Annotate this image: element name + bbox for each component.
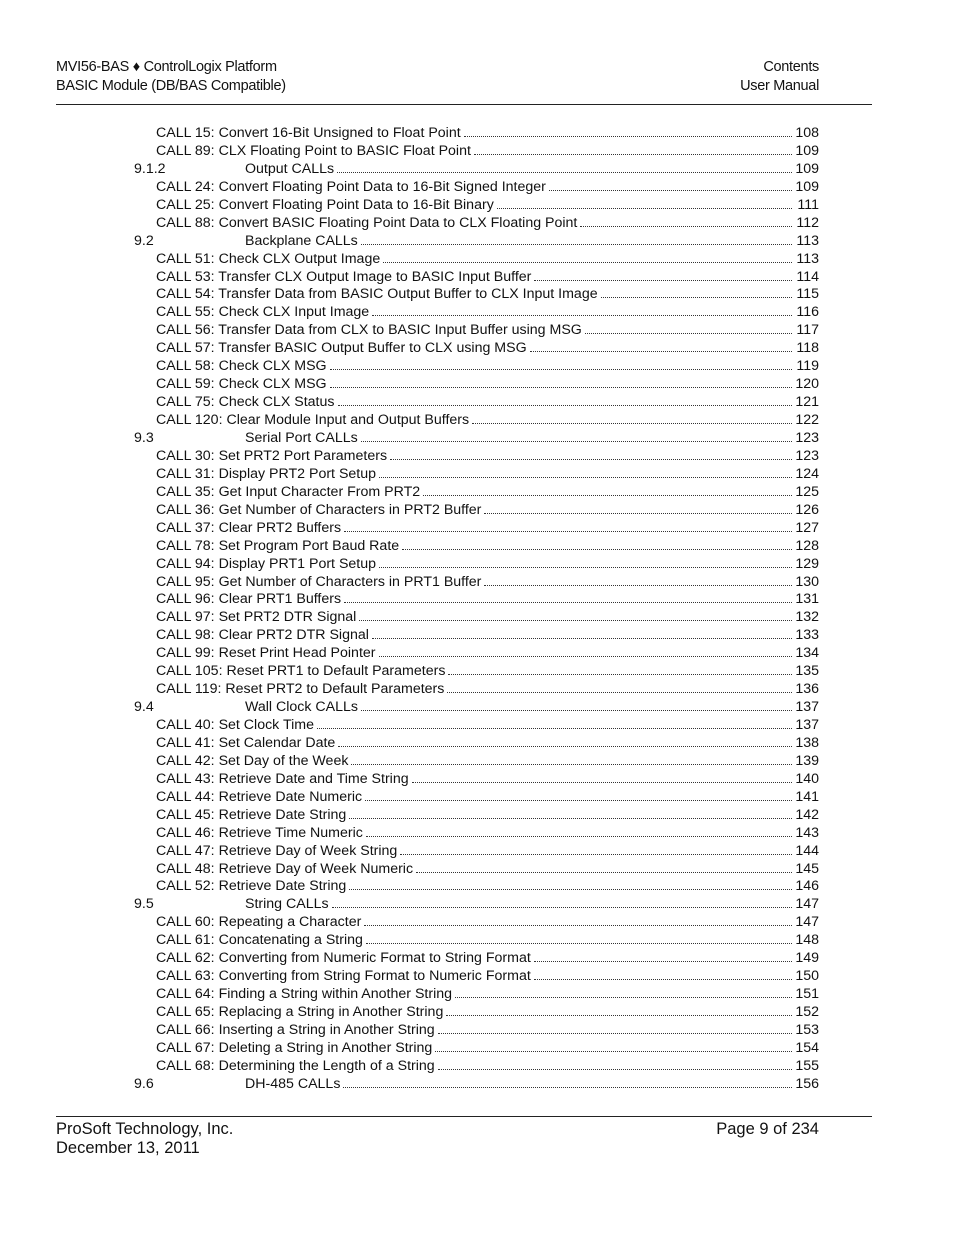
- toc-page-number: 125: [795, 483, 819, 500]
- toc-dot-leader: [438, 1057, 792, 1075]
- toc-entry[interactable]: [0, 250, 954, 268]
- toc-entry[interactable]: [0, 1003, 954, 1021]
- toc-entry-title: CALL 61: Concatenating a String: [156, 932, 363, 949]
- toc-page-number: 149: [795, 950, 819, 967]
- toc-dot-leader: [435, 1039, 792, 1057]
- toc-entry[interactable]: [0, 339, 954, 357]
- toc-dot-leader: [372, 303, 792, 321]
- toc-entry-title: String CALLs: [245, 896, 329, 913]
- toc-page-number: 148: [795, 932, 819, 949]
- toc-page-number: 112: [796, 214, 819, 231]
- toc-entry-title: CALL 36: Get Number of Characters in PRT2 Buffer: [156, 501, 482, 518]
- toc-entry-title: CALL 95: Get Number of Characters in PRT1 Buffer: [156, 573, 482, 590]
- toc-entry[interactable]: [0, 321, 954, 339]
- toc-entry-title: CALL 40: Set Clock Time: [156, 717, 314, 734]
- toc-dot-leader: [359, 608, 792, 626]
- toc-dot-leader: [484, 573, 792, 591]
- toc-entry-title: CALL 62: Converting from Numeric Format to String Format: [156, 950, 531, 967]
- product-subtitle: BASIC Module (DB/BAS Compatible): [56, 78, 286, 94]
- toc-dot-leader: [601, 285, 792, 303]
- toc-dot-leader: [337, 160, 792, 178]
- toc-page-number: 119: [796, 358, 819, 375]
- toc-entry-title: DH-485 CALLs: [245, 1075, 341, 1092]
- toc-entry-title: CALL 59: Check CLX MSG: [156, 376, 327, 393]
- toc-entry[interactable]: [0, 142, 954, 160]
- toc-entry[interactable]: [0, 124, 954, 142]
- toc-entry[interactable]: [0, 447, 954, 465]
- toc-page-number: 147: [795, 896, 819, 913]
- toc-dot-leader: [497, 196, 792, 214]
- toc-entry-title: CALL 120: Clear Module Input and Output Buffers: [156, 412, 470, 429]
- toc-page-number: 153: [795, 1022, 819, 1038]
- toc-dot-leader: [400, 842, 792, 860]
- toc-dot-leader: [416, 860, 792, 878]
- toc-page-number: 120: [795, 376, 819, 393]
- toc-entry-title: CALL 94: Display PRT1 Port Setup: [156, 555, 377, 572]
- toc-dot-leader: [472, 411, 792, 429]
- toc-entry[interactable]: [0, 895, 954, 913]
- toc-section-number: 9.2: [134, 232, 154, 249]
- toc-page-number: 135: [795, 663, 819, 680]
- toc-dot-leader: [361, 232, 792, 250]
- toc-entry[interactable]: [0, 555, 954, 573]
- toc-entry-title: CALL 44: Retrieve Date Numeric: [156, 788, 363, 805]
- toc-page-number: 155: [795, 1057, 819, 1074]
- toc-entry-title: Backplane CALLs: [245, 232, 358, 249]
- toc-entry-title: CALL 54: Transfer Data from BASIC Output Buffer to CLX Input Image: [156, 286, 598, 303]
- toc-dot-leader: [344, 519, 792, 537]
- toc-section-number: 9.3: [134, 429, 154, 446]
- toc-entry-title: CALL 47: Retrieve Day of Week String: [156, 842, 398, 859]
- toc-entry[interactable]: [0, 770, 954, 788]
- toc-entry-title: CALL 46: Retrieve Time Numeric: [156, 824, 363, 841]
- toc-entry-title: CALL 48: Retrieve Day of Week Numeric: [156, 860, 414, 877]
- toc-entry[interactable]: [0, 590, 954, 608]
- toc-entry-title: CALL 56: Transfer Data from CLX to BASIC Input Buffer using MSG: [156, 322, 582, 339]
- toc-entry-title: CALL 45: Retrieve Date String: [156, 806, 347, 823]
- toc-entry[interactable]: [0, 680, 954, 698]
- toc-dot-leader: [383, 250, 792, 268]
- toc-entry[interactable]: [0, 877, 954, 895]
- toc-entry-title: CALL 60: Repeating a Character: [156, 914, 362, 931]
- toc-page-number: 108: [795, 125, 819, 141]
- toc-entry-title: CALL 99: Reset Print Head Pointer: [156, 645, 376, 662]
- product-title: MVI56-BAS ♦ ControlLogix Platform: [56, 59, 277, 75]
- toc-entry-title: CALL 15: Convert 16-Bit Unsigned to Float Point: [156, 125, 461, 141]
- toc-page-number: 138: [795, 734, 819, 751]
- toc-entry[interactable]: [0, 662, 954, 680]
- toc-dot-leader: [361, 429, 792, 447]
- toc-page-number: 132: [795, 609, 819, 626]
- toc-dot-leader: [448, 662, 792, 680]
- toc-page-number: 111: [797, 196, 819, 213]
- toc-entry[interactable]: [0, 626, 954, 644]
- page-footer-left: [56, 1120, 233, 1158]
- toc-page-number: 115: [796, 286, 819, 303]
- toc-entry[interactable]: [0, 967, 954, 985]
- toc-page-number: 150: [795, 968, 819, 985]
- toc-entry-title: CALL 96: Clear PRT1 Buffers: [156, 591, 342, 608]
- toc-entry[interactable]: [0, 1039, 954, 1057]
- toc-dot-leader: [484, 501, 792, 519]
- toc-dot-leader: [534, 949, 792, 967]
- toc-dot-leader: [379, 555, 792, 573]
- toc-page-number: 146: [795, 878, 819, 895]
- toc-dot-leader: [455, 985, 792, 1003]
- toc-entry-title: CALL 25: Convert Floating Point Data to 16-Bit Binary: [156, 196, 494, 213]
- toc-page-number: 124: [795, 465, 819, 482]
- toc-entry-title: Output CALLs: [245, 160, 335, 177]
- toc-entry-title: CALL 43: Retrieve Date and Time String: [156, 770, 409, 787]
- toc-dot-leader: [366, 931, 792, 949]
- toc-page-number: 136: [795, 681, 819, 698]
- company-name: ProSoft Technology, Inc.: [56, 1120, 234, 1138]
- toc-dot-leader: [534, 268, 792, 286]
- toc-entry[interactable]: [0, 465, 954, 483]
- toc-entry[interactable]: [0, 537, 954, 555]
- toc-dot-leader: [379, 644, 792, 662]
- toc-dot-leader: [379, 465, 792, 483]
- toc-dot-leader: [364, 913, 792, 931]
- toc-page-number: 129: [795, 555, 819, 572]
- toc-dot-leader: [330, 375, 792, 393]
- toc-entry-title: CALL 75: Check CLX Status: [156, 394, 335, 411]
- page-number: Page 9 of 234: [716, 1120, 819, 1138]
- toc-entry[interactable]: [0, 985, 954, 1003]
- toc-entry-title: CALL 97: Set PRT2 DTR Signal: [156, 609, 357, 626]
- toc-section-number: 9.6: [134, 1075, 154, 1092]
- toc-page-number: 123: [795, 429, 819, 446]
- toc-page-number: 123: [795, 447, 819, 464]
- toc-page-number: 122: [795, 412, 819, 429]
- toc-dot-leader: [423, 483, 792, 501]
- toc-entry-title: CALL 24: Convert Floating Point Data to 16-Bit Signed Integer: [156, 178, 546, 195]
- toc-dot-leader: [412, 770, 792, 788]
- toc-dot-leader: [402, 537, 792, 555]
- toc-entry-title: Serial Port CALLs: [245, 429, 358, 446]
- toc-page-number: 113: [796, 250, 819, 267]
- page-header-left: [56, 58, 286, 96]
- toc-entry[interactable]: [0, 1021, 954, 1039]
- toc-entry[interactable]: [0, 1075, 954, 1093]
- toc-dot-leader: [438, 1021, 792, 1039]
- toc-entry[interactable]: [0, 824, 954, 842]
- toc-entry[interactable]: [0, 519, 954, 537]
- toc-page-number: 137: [795, 699, 819, 716]
- toc-entry[interactable]: [0, 196, 954, 214]
- toc-page-number: 127: [795, 519, 819, 536]
- toc-entry-title: CALL 105: Reset PRT1 to Default Parameters: [156, 663, 446, 680]
- toc-entry[interactable]: [0, 375, 954, 393]
- toc-entry[interactable]: [0, 734, 954, 752]
- toc-dot-leader: [361, 698, 792, 716]
- toc-page-number: 152: [795, 1004, 819, 1021]
- toc-entry-title: CALL 55: Check CLX Input Image: [156, 304, 370, 321]
- toc-page-number: 144: [795, 842, 819, 859]
- toc-section-number: 9.4: [134, 699, 154, 716]
- toc-dot-leader: [338, 393, 792, 411]
- toc-dot-leader: [349, 877, 792, 895]
- toc-entry[interactable]: [0, 644, 954, 662]
- toc-entry[interactable]: [0, 1057, 954, 1075]
- toc-entry-title: Wall Clock CALLs: [245, 699, 359, 716]
- toc-entry[interactable]: [0, 232, 954, 250]
- toc-page-number: 145: [795, 860, 819, 877]
- toc-page-number: 133: [795, 627, 819, 644]
- toc-entry-title: CALL 68: Determining the Length of a String: [156, 1057, 435, 1074]
- toc-entry-title: CALL 58: Check CLX MSG: [156, 358, 327, 375]
- toc-dot-leader: [447, 680, 792, 698]
- toc-entry-title: CALL 89: CLX Floating Point to BASIC Float Point: [156, 142, 471, 159]
- toc-entry-title: CALL 66: Inserting a String in Another String: [156, 1022, 435, 1038]
- toc-entry[interactable]: [0, 860, 954, 878]
- toc-section-number: 9.1.2: [134, 160, 166, 177]
- toc-page-number: 147: [795, 914, 819, 931]
- toc-page-number: 126: [795, 501, 819, 518]
- toc-page-number: 151: [795, 986, 819, 1003]
- toc-entry[interactable]: [0, 698, 954, 716]
- page-header-right: [740, 58, 819, 96]
- toc-entry-title: CALL 57: Transfer BASIC Output Buffer to CLX using MSG: [156, 340, 527, 357]
- toc-dot-leader: [344, 590, 792, 608]
- toc-dot-leader: [580, 214, 792, 232]
- toc-dot-leader: [330, 357, 792, 375]
- toc-dot-leader: [365, 788, 792, 806]
- toc-page-number: 154: [795, 1039, 819, 1056]
- toc-entry[interactable]: [0, 806, 954, 824]
- toc-entry-title: CALL 53: Transfer CLX Output Image to BASIC Input Buffer: [156, 268, 532, 285]
- toc-entry-title: CALL 98: Clear PRT2 DTR Signal: [156, 627, 369, 644]
- toc-entry[interactable]: [0, 608, 954, 626]
- toc-dot-leader: [585, 321, 792, 339]
- toc-dot-leader: [317, 716, 792, 734]
- toc-dot-leader: [530, 339, 792, 357]
- toc-dot-leader: [372, 626, 792, 644]
- toc-page-number: 113: [796, 232, 819, 249]
- toc-page-number: 156: [795, 1075, 819, 1092]
- section-label: Contents: [763, 59, 819, 75]
- toc-page-number: 131: [795, 591, 819, 608]
- toc-page-number: 140: [795, 770, 819, 787]
- toc-dot-leader: [349, 806, 792, 824]
- toc-page-number: 109: [795, 178, 819, 195]
- toc-entry[interactable]: [0, 501, 954, 519]
- toc-entry[interactable]: [0, 429, 954, 447]
- toc-dot-leader: [366, 824, 792, 842]
- toc-entry[interactable]: [0, 411, 954, 429]
- toc-entry[interactable]: [0, 949, 954, 967]
- toc-page-number: 114: [796, 268, 819, 285]
- toc-entry[interactable]: [0, 178, 954, 196]
- toc-dot-leader: [474, 142, 792, 160]
- toc-entry[interactable]: [0, 160, 954, 178]
- toc-page-number: 143: [795, 824, 819, 841]
- toc-dot-leader: [332, 895, 792, 913]
- toc-page-number: 128: [795, 537, 819, 554]
- toc-page-number: 116: [796, 304, 819, 321]
- toc-entry[interactable]: [0, 913, 954, 931]
- toc-entry[interactable]: [0, 573, 954, 591]
- toc-entry[interactable]: [0, 214, 954, 232]
- toc-dot-leader: [549, 178, 792, 196]
- toc-entry-title: CALL 63: Converting from String Format to Numeric Format: [156, 968, 531, 985]
- toc-entry-title: CALL 37: Clear PRT2 Buffers: [156, 519, 342, 536]
- toc-entry-title: CALL 119: Reset PRT2 to Default Parameters: [156, 681, 445, 698]
- toc-entry-title: CALL 67: Deleting a String in Another String: [156, 1039, 433, 1056]
- toc-entry-title: CALL 65: Replacing a String in Another String: [156, 1004, 444, 1021]
- toc-page-number: 142: [795, 806, 819, 823]
- toc-entry[interactable]: [0, 393, 954, 411]
- toc-entry[interactable]: [0, 357, 954, 375]
- toc-page-number: 141: [795, 788, 819, 805]
- toc-entry-title: CALL 78: Set Program Port Baud Rate: [156, 537, 400, 554]
- toc-dot-leader: [338, 734, 792, 752]
- toc-dot-leader: [351, 752, 792, 770]
- toc-entry[interactable]: [0, 268, 954, 286]
- toc-entry[interactable]: [0, 285, 954, 303]
- toc-entry-title: CALL 30: Set PRT2 Port Parameters: [156, 447, 388, 464]
- toc-entry-title: CALL 52: Retrieve Date String: [156, 878, 347, 895]
- toc-entry[interactable]: [0, 303, 954, 321]
- toc-entry-title: CALL 31: Display PRT2 Port Setup: [156, 465, 377, 482]
- toc-entry[interactable]: [0, 788, 954, 806]
- toc-entry[interactable]: [0, 752, 954, 770]
- footer-divider: [56, 1116, 872, 1117]
- toc-page-number: 118: [796, 340, 819, 357]
- toc-page-number: 137: [795, 717, 819, 734]
- toc-entry-title: CALL 35: Get Input Character From PRT2: [156, 483, 421, 500]
- toc-page-number: 121: [795, 394, 819, 411]
- toc-dot-leader: [446, 1003, 792, 1021]
- page-footer-right: [716, 1120, 819, 1139]
- toc-page-number: 134: [795, 645, 819, 662]
- toc-page-number: 109: [795, 142, 819, 159]
- toc-entry-title: CALL 42: Set Day of the Week: [156, 752, 349, 769]
- toc-page-number: 109: [795, 160, 819, 177]
- toc-entry-title: CALL 64: Finding a String within Another String: [156, 986, 453, 1003]
- toc-dot-leader: [534, 967, 792, 985]
- toc-page-number: 139: [795, 752, 819, 769]
- toc-page-number: 117: [796, 322, 819, 339]
- toc-entry[interactable]: [0, 842, 954, 860]
- toc-entry[interactable]: [0, 483, 954, 501]
- toc-page-number: 130: [795, 573, 819, 590]
- toc-section-number: 9.5: [134, 896, 154, 913]
- document-type: User Manual: [740, 78, 819, 94]
- toc-entry[interactable]: [0, 931, 954, 949]
- toc-dot-leader: [390, 447, 792, 465]
- toc-entry-title: CALL 88: Convert BASIC Floating Point Data to CLX Floating Point: [156, 214, 578, 231]
- toc-dot-leader: [343, 1075, 792, 1093]
- header-divider: [56, 104, 872, 105]
- toc-entry[interactable]: [0, 716, 954, 734]
- toc-entry-title: CALL 51: Check CLX Output Image: [156, 250, 381, 267]
- toc-dot-leader: [464, 124, 792, 142]
- publication-date: December 13, 2011: [56, 1139, 200, 1157]
- toc-entry-title: CALL 41: Set Calendar Date: [156, 734, 336, 751]
